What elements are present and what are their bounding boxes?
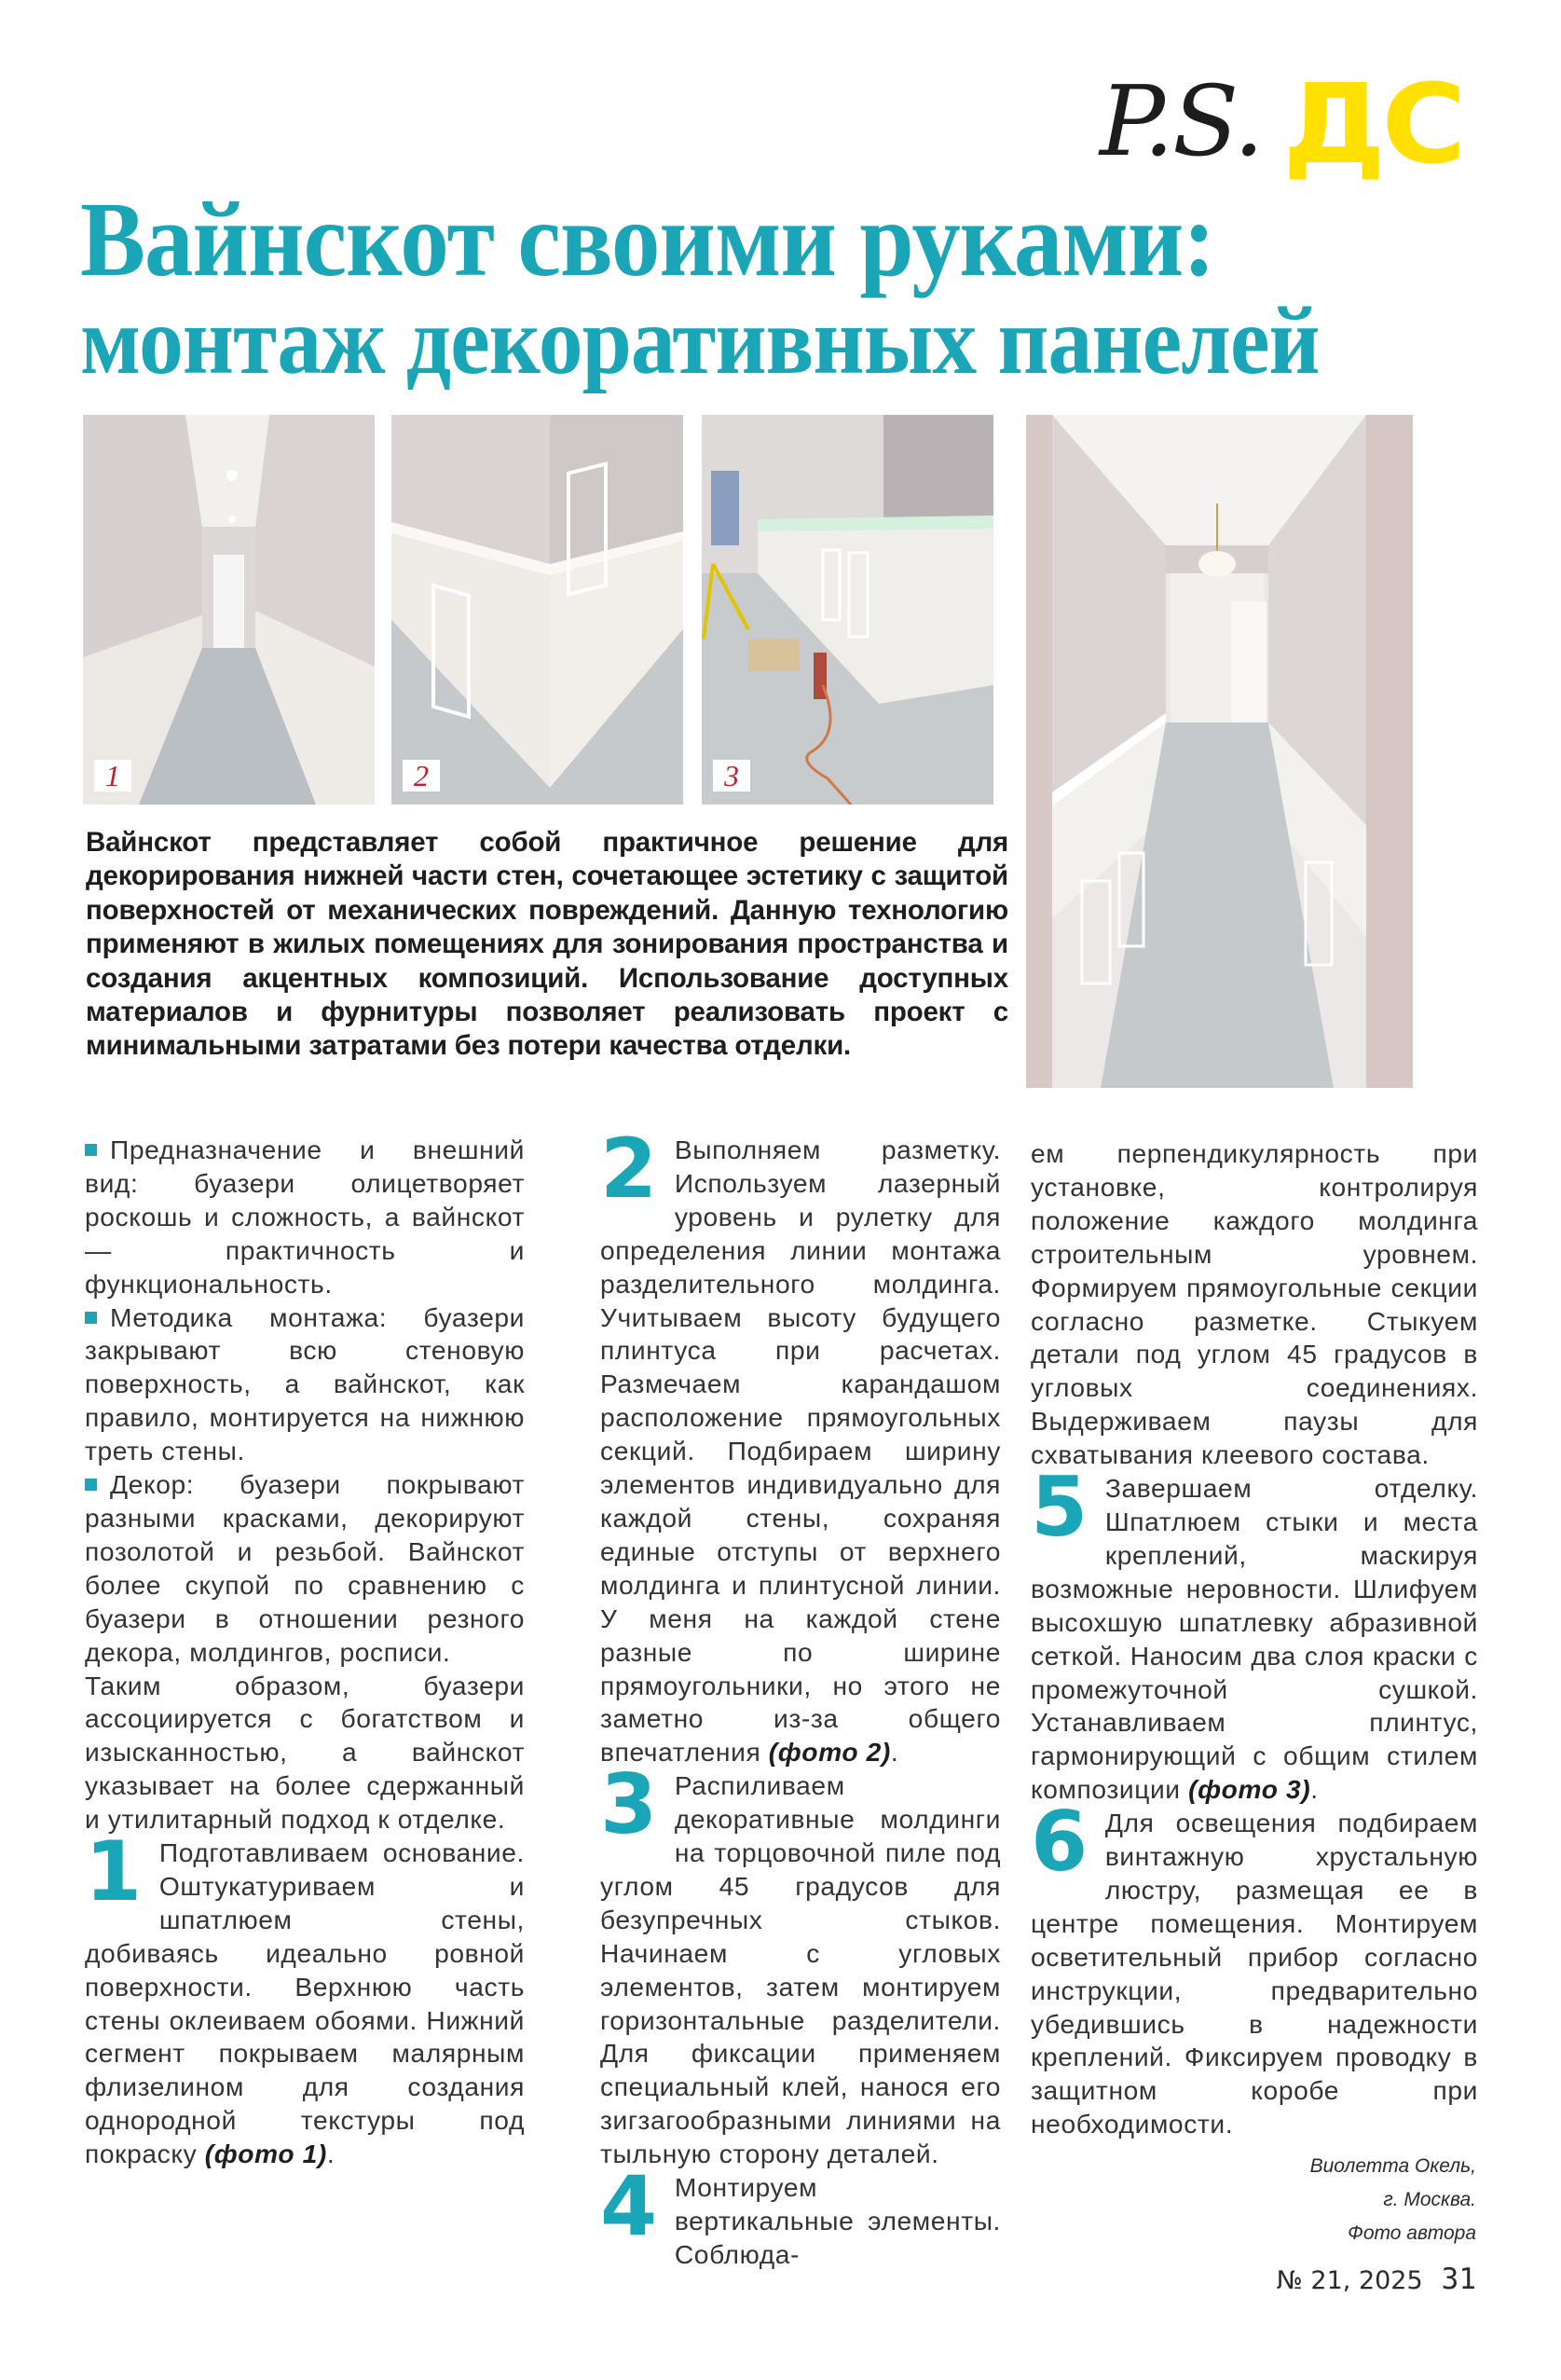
photo-credit: Фото автора [1348, 2222, 1476, 2244]
bullet-item [85, 1134, 525, 1301]
punctuation: . [1310, 1774, 1319, 1805]
installation-photo-image [702, 415, 993, 805]
bullet-text: Методика монтажа: буазери закрывают всю стеновую поверхность, а вайнскот, как правило, монтируется на нижнюю треть стены. [85, 1301, 525, 1466]
bullet-text: Предназначение и внешний вид: буазери олицетворяет роскошь и сложность, а вайнскот — практичность и функциональность. [85, 1135, 525, 1299]
step-text: Выполняем разметку. Используем лазерный уровень и рулетку для определения линии монтажа разделительного молдинга. Учитываем высоту будущего плинтуса при расчетах. Размечаем карандашом расположение прямоугольных секций. Подбираем ширину элементов индивидуально для каждой стены, сохраняя единые отступы от верхнего молдинга и плинтусной линии. У меня на каждой стене разные по ширине прямоугольники, но этого не заметно из-за общего впечатления [600, 1135, 1001, 1768]
square-bullet-icon [85, 1144, 97, 1156]
punctuation: . [326, 2139, 335, 2169]
bullet-item [85, 1301, 525, 1469]
page-number: 31 [1441, 2263, 1476, 2296]
step-text: Монтируем вертикальные элементы. Соблюда- [674, 2172, 1001, 2269]
summary-paragraph: Таким образом, буазери ассоциируется с богатством и изысканностью, а вайнскот указывает на более сдержанный и утилитарный подход к отделке. [85, 1670, 525, 1835]
photo-reference: (фото 1) [204, 2139, 327, 2169]
photo-3 [702, 415, 993, 805]
step-number: 2 [600, 1121, 658, 1217]
step-text: Для освещения подбираем винтажную хрустальную люстру, размещая ее в центре помещения. Монтируем осветительный прибор согласно инструкции, предварительно убедившись в надежности креплений. Фиксируем проводку в защитном коробе при необходимости. [1031, 1808, 1478, 2139]
step-2 [600, 1121, 1001, 1769]
photo-number-label: 1 [94, 760, 131, 791]
step-1 [85, 1823, 525, 2171]
step-5 [1031, 1459, 1478, 1807]
article-column-3 [1031, 1137, 1478, 2141]
step-3 [600, 1756, 1001, 2171]
photo-number-label: 3 [713, 760, 750, 791]
photo-reference: (фото 3) [1188, 1774, 1311, 1805]
photo-finished-hallway [1026, 415, 1413, 1088]
title-line-2: монтаж декоративных панелей [80, 287, 1320, 394]
photo-number-label: 2 [403, 760, 440, 791]
step-4-continued: ем перпендикулярность при установке, контролируя положение каждого молдинга строительным уровнем. Формируем прямоугольные секции согласно разметке. Стыкуем детали под углом 45 градусов в угловых соединениях. Выдерживаем паузы для схватывания клеевого состава. [1031, 1138, 1478, 1470]
step-number: 6 [1031, 1794, 1089, 1891]
article-column-1 [85, 1134, 525, 2171]
step-text: Распиливаем декоративные молдинги на торцовочной пиле под углом 45 градусов для безупречных стыков. Начинаем с угловых элементов, затем монтируем горизонтальные разделители. Для фиксации применяем специальный клей, нанося его зигзагообразными линиями на тыльную сторону деталей. [600, 1770, 1001, 2169]
bullet-item [85, 1468, 525, 1669]
square-bullet-icon [85, 1312, 97, 1324]
photo-1 [83, 415, 375, 805]
photo-reference: (фото 2) [768, 1737, 891, 1768]
brand-ds-logo: ДС [1281, 60, 1462, 189]
article-title [80, 180, 1534, 394]
title-line-1: Вайнскот своими руками: [80, 180, 1215, 298]
magazine-brand [1100, 60, 1462, 189]
issue-number: № 21, 2025 [1276, 2266, 1423, 2295]
step-6 [1031, 1794, 1478, 2141]
step-text: Завершаем отделку. Шпатлюем стыки и места креплений, маскируя возможные неровности. Шлифуем высохшую шпатлевку абразивной сеткой. Наносим два слоя краски с промежуточной сушкой. Устанавливаем плинтус, гармонирующий с общим стилем композиции [1031, 1473, 1478, 1805]
square-bullet-icon [85, 1479, 97, 1491]
hallway-photo-image [83, 415, 375, 805]
lead-paragraph: Вайнскот представляет собой практичное решение для декорирования нижней части стен, сочетающее эстетику с защитой поверхностей от механических повреждений. Данную технологию применяют в жилых помещениях для зонирования пространства и создания акцентных композиций. Использование доступных материалов и фурнитуры позволяет реализовать проект с минимальными затратами без потери качества отделки. [86, 827, 1008, 1062]
corner-photo-image [391, 415, 683, 805]
step-number: 3 [600, 1756, 658, 1853]
brand-ps: P.S. [1100, 64, 1263, 178]
step-text: Подготавливаем основание. Оштукатуриваем и шпатлюем стены, добиваясь идеально ровной поверхности. Верхнюю часть стены оклеиваем обоями. Нижний сегмент покрываем малярным флизелином для создания однородной текстуры под покраску [85, 1837, 525, 2169]
finished-hallway-image [1026, 415, 1413, 1088]
page-footer [1118, 2263, 1476, 2296]
step-number: 1 [85, 1823, 143, 1920]
author-city: г. Москва. [1383, 2189, 1476, 2210]
author-name: Виолетта Окель, [1309, 2155, 1476, 2177]
article-column-2 [600, 1121, 1001, 2272]
author-signature [1118, 2150, 1476, 2250]
step-number: 4 [600, 2158, 658, 2255]
bullet-text: Декор: буазери покрывают разными красками, декорируют позолотой и резьбой. Вайнскот более скупой по сравнению с буазери в отношении резного декора, молдингов, росписи. [85, 1469, 525, 1667]
step-4 [600, 2158, 1001, 2272]
step-number: 5 [1031, 1459, 1089, 1556]
photo-2 [391, 415, 683, 805]
punctuation: . [890, 1737, 899, 1768]
